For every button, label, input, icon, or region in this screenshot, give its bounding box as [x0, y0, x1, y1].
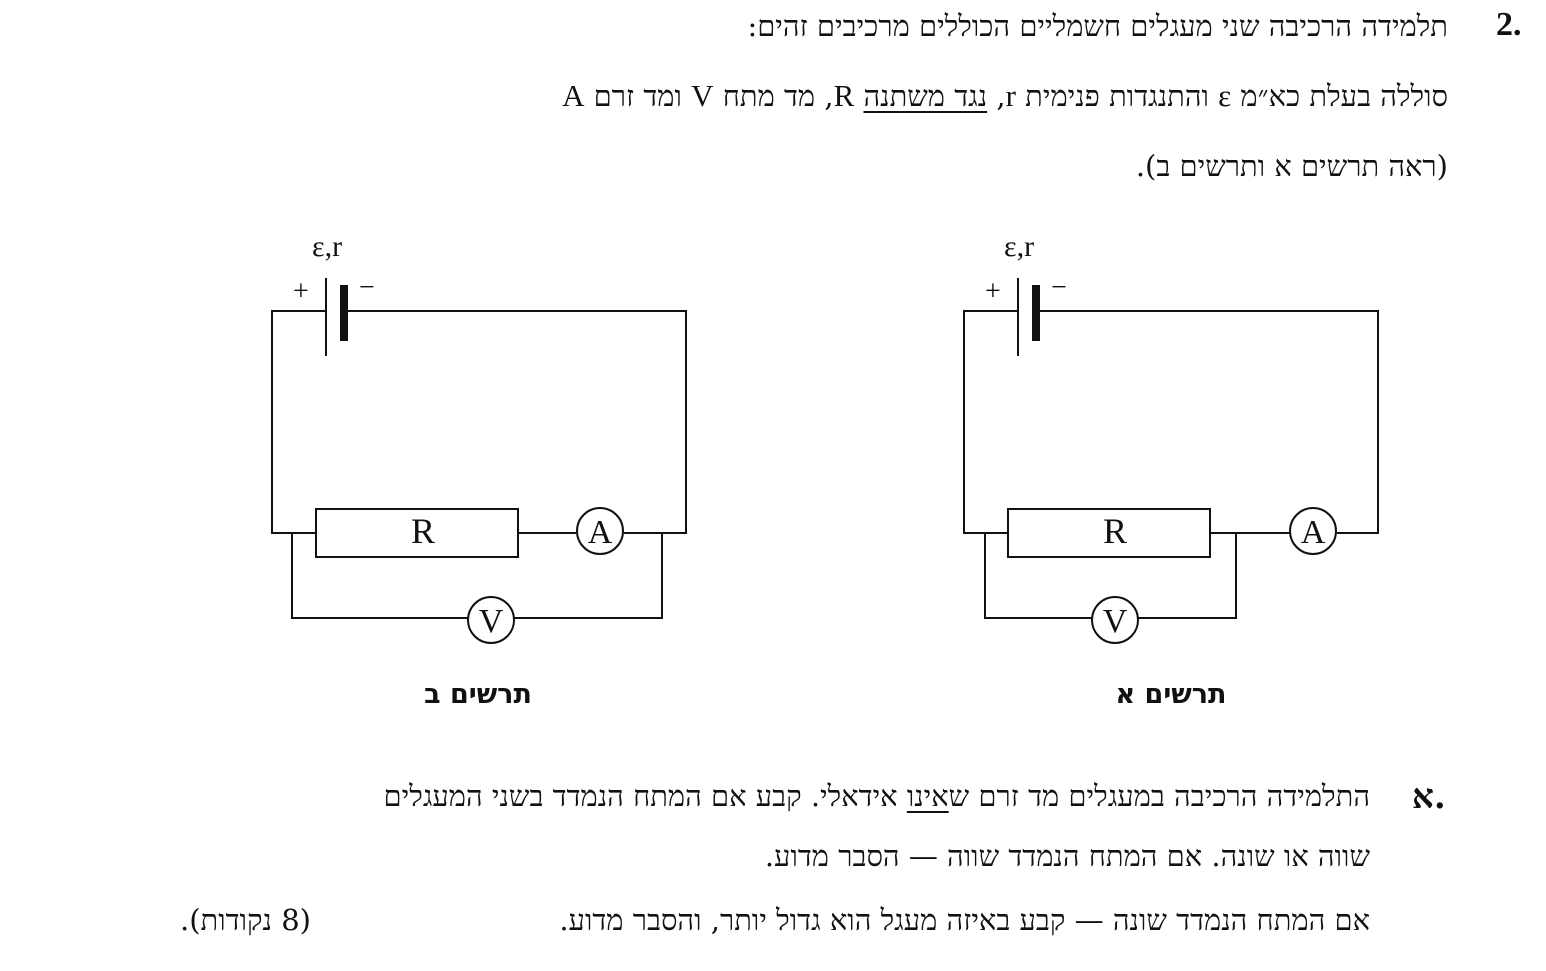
part-a-text: התלמידה הרכיבה במעגלים מד זרם ש	[948, 779, 1370, 813]
plus-sign: +	[293, 276, 309, 307]
diagram-a-caption: תרשים א	[1115, 679, 1227, 710]
V-symbol: V	[691, 78, 714, 113]
wire	[345, 311, 686, 533]
ammeter-label: A	[587, 514, 613, 551]
part-a-line-3	[559, 902, 1370, 938]
question-number: 2.	[1496, 6, 1522, 43]
plus-sign: +	[985, 276, 1001, 307]
diagram-b-caption: תרשים ב	[424, 679, 532, 710]
question-intro-line-3: (ראה תרשים א ותרשים ב).	[1135, 149, 1448, 183]
voltmeter-label: V	[478, 603, 504, 640]
circuit-b	[272, 278, 686, 643]
separator: ,	[996, 79, 1006, 113]
r-symbol: r	[1005, 78, 1016, 113]
question-intro-line-1: תלמידה הרכיבה שני מעגלים חשמליים הכוללים מרכיבים זהים:	[747, 9, 1448, 43]
part-a-underlined-word: אינו	[906, 779, 949, 813]
A-symbol: A	[562, 78, 585, 113]
wire	[1037, 311, 1378, 533]
points-note: (8 נקודות).	[180, 903, 311, 937]
ammeter-label: A	[1300, 514, 1326, 551]
variable-resistor-text: נגד משתנה	[863, 79, 988, 113]
battery-label: ε,r	[312, 230, 343, 263]
emf-symbol: ε	[1218, 78, 1232, 113]
R-symbol: R	[833, 78, 855, 113]
part-a-label: א.	[1412, 777, 1446, 817]
minus-sign: −	[359, 272, 375, 303]
part-a-line-1	[384, 778, 1370, 814]
part-a-line-2: שווה או שונה. אם המתח הנמדד שווה — הסבר מדוע.	[764, 839, 1370, 873]
voltmeter-label: V	[1102, 603, 1128, 640]
intro-battery-text: סוללה בעלת כא״מ	[1240, 79, 1448, 113]
minus-sign: −	[1051, 272, 1067, 303]
ammeter-text: ומד זרם	[593, 79, 682, 113]
resistor-label: R	[410, 511, 436, 551]
wire	[964, 311, 1018, 533]
voltmeter-text: מד מתח	[722, 79, 816, 113]
part-a-text: אם המתח הנמדד שונה — קבע באיזה מעגל הוא גדול יותר, והסבר מדוע.	[559, 903, 1370, 937]
intro-internal-resistance-text: והתנגדות פנימית	[1025, 79, 1209, 113]
resistor-label: R	[1102, 511, 1128, 551]
part-a-text: אידאלי. קבע אם המתח הנמדד בשני המעגלים	[383, 779, 907, 813]
separator: ,	[824, 79, 834, 113]
circuit-a	[964, 278, 1378, 643]
battery-label: ε,r	[1004, 230, 1035, 263]
wire	[272, 311, 326, 533]
